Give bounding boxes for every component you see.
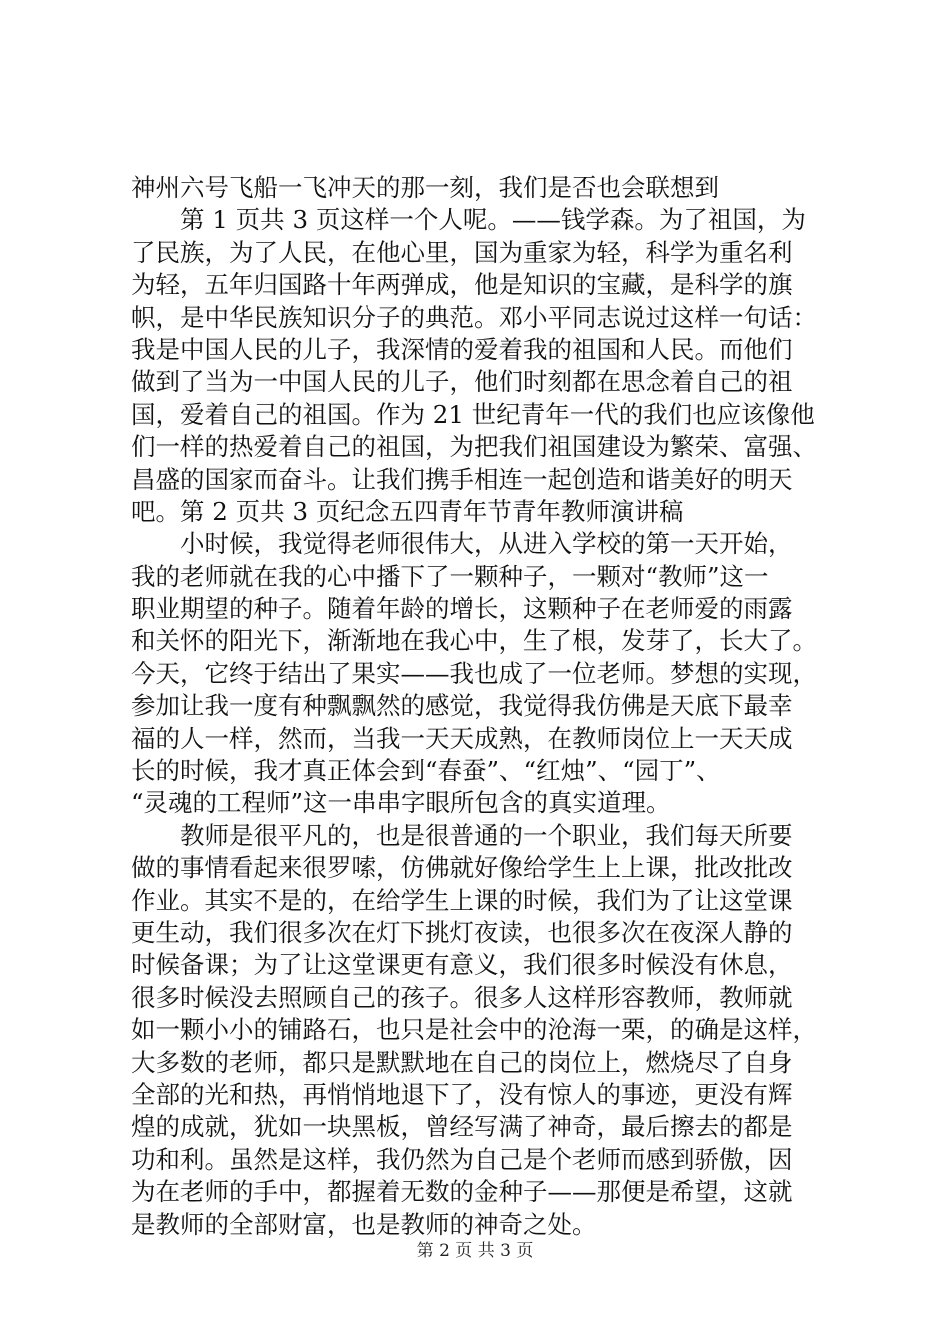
text-line: 做的事情看起来很罗嗦，仿佛就好像给学生上上课，批改批改	[131, 853, 793, 883]
text-line: 参加让我一度有种飘飘然的感觉，我觉得我仿佛是天底下最幸	[131, 691, 793, 721]
text-line: 帜，是中华民族知识分子的典范。邓小平同志说过这样一句话：	[131, 302, 817, 332]
text-line: 做到了当为一中国人民的儿子，他们时刻都在思念着自己的祖	[131, 367, 793, 397]
text-line: 如一颗小小的铺路石，也只是社会中的沧海一栗，的确是这样，	[131, 1015, 817, 1045]
text-line: “灵魂的工程师”这一串串字眼所包含的真实道理。	[131, 788, 671, 818]
text-line: 昌盛的国家而奋斗。让我们携手相连一起创造和谐美好的明天	[131, 464, 793, 494]
text-line: 功和利。虽然是这样，我仍然为自己是个老师而感到骄傲，因	[131, 1144, 793, 1174]
text-line: 作业。其实不是的，在给学生上课的时候，我们为了让这堂课	[131, 885, 793, 915]
text-line: 今天，它终于结出了果实——我也成了一位老师。梦想的实现，	[131, 658, 817, 688]
page-footer: 第 2 页 共 3 页	[416, 1241, 534, 1261]
text-line: 煌的成就，犹如一块黑板，曾经写满了神奇，最后擦去的都是	[131, 1112, 793, 1142]
text-line: 福的人一样，然而，当我一天天成熟，在教师岗位上一天天成	[131, 723, 793, 753]
text-line: 神州六号飞船一飞冲天的那一刻，我们是否也会联想到	[131, 173, 719, 202]
text-line: 是教师的全部财富，也是教师的神奇之处。	[131, 1209, 597, 1239]
text-line: 我的老师就在我的心中播下了一颗种子，一颗对“教师”这一	[131, 561, 769, 591]
text-line: 吧。第 2 页共 3 页纪念五四青年节青年教师演讲稿	[131, 496, 684, 526]
text-line: 教师是很平凡的，也是很普通的一个职业，我们每天所要	[180, 820, 793, 850]
text-line: 为在老师的手中，都握着无数的金种子——那便是希望，这就	[131, 1177, 793, 1207]
text-line: 小时候，我觉得老师很伟大，从进入学校的第一天开始，	[180, 529, 793, 559]
body-text	[131, 172, 831, 1241]
text-line: 大多数的老师，都只是默默地在自己的岗位上，燃烧尽了自身	[131, 1047, 793, 1077]
text-line: 我是中国人民的儿子，我深情的爱着我的祖国和人民。而他们	[131, 334, 793, 364]
text-line: 职业期望的种子。随着年龄的增长，这颗种子在老师爱的雨露	[131, 594, 793, 624]
text-line: 更生动，我们很多次在灯下挑灯夜读，也很多次在夜深人静的	[131, 917, 793, 947]
text-line: 很多时候没去照顾自己的孩子。很多人这样形容教师，教师就	[131, 982, 793, 1012]
text-line: 们一样的热爱着自己的祖国，为把我们祖国建设为繁荣、富强、	[131, 432, 817, 462]
text-line: 和关怀的阳光下，渐渐地在我心中，生了根，发芽了，长大了。	[131, 626, 817, 656]
text-line: 第 1 页共 3 页这样一个人呢。——钱学森。为了祖国，为	[180, 205, 806, 235]
text-line: 了民族，为了人民，在他心里，国为重家为轻，科学为重名利	[131, 237, 793, 267]
text-line: 为轻，五年归国路十年两弹成，他是知识的宝藏，是科学的旗	[131, 270, 793, 300]
text-line: 时候备课；为了让这堂课更有意义，我们很多时候没有休息，	[131, 950, 793, 980]
text-line: 国，爱着自己的祖国。作为 21 世纪青年一代的我们也应该像他	[131, 399, 815, 429]
text-line: 全部的光和热，再悄悄地退下了，没有惊人的事迹，更没有辉	[131, 1079, 793, 1109]
text-line: 长的时候，我才真正体会到“春蚕”、“红烛”、“园丁”、	[131, 756, 721, 786]
